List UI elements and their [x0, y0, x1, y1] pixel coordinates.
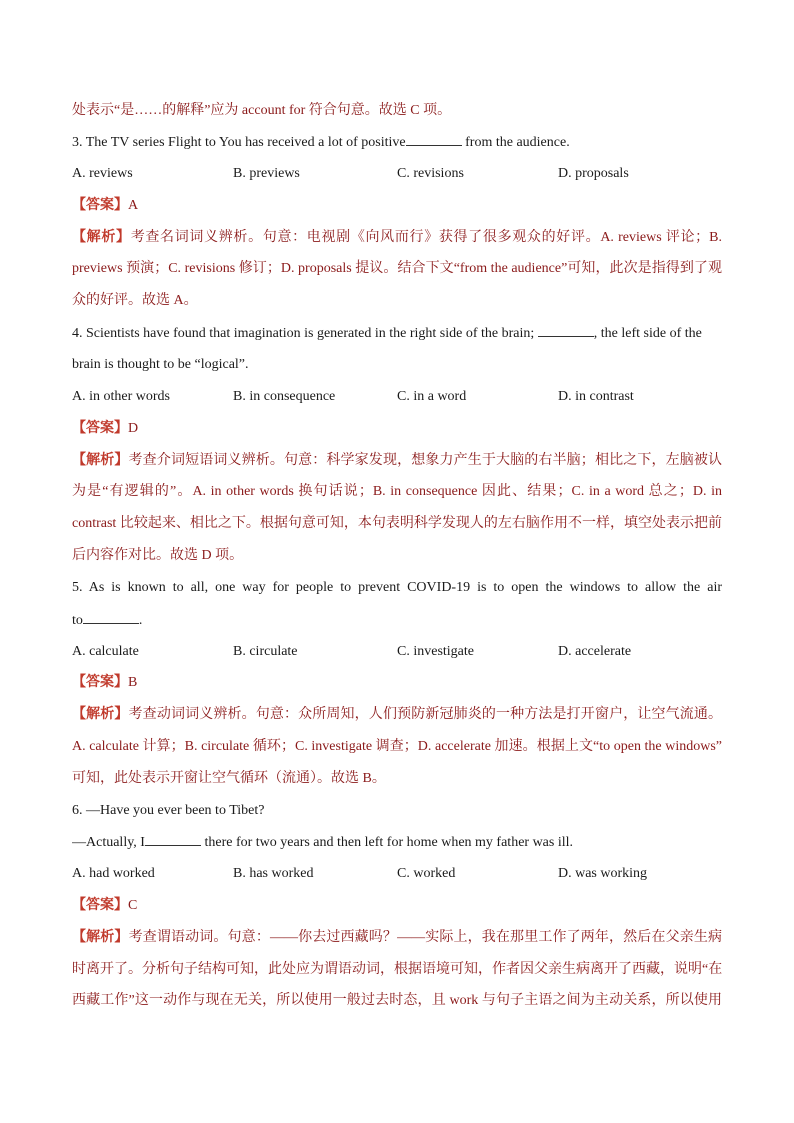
q5-stem-line-1: 5. As is known to all, one way for people to prevent COVID-19 is to open the windows to allow the air — [72, 580, 722, 595]
q3-analysis-text-1: 考查名词词义辨析。句意：电视剧《向风而行》获得了很多观众的好评。A. reviews 评论；B. — [130, 230, 722, 245]
q6-analysis-line-2: 时离开了。分析句子结构可知，此处应为谓语动词，根据语境可知，作者因父亲生病离开了西藏，说明“在 — [72, 962, 722, 977]
q5-option-b: B. circulate — [233, 644, 298, 659]
q5-analysis-label: 【解析】 — [72, 707, 129, 722]
q3-answer-label: 【答案】 — [72, 198, 128, 213]
q5-analysis-line-3: 可知，此处表示开窗让空气循环（流通）。故选 B。 — [72, 771, 386, 786]
q5-answer-value: B — [128, 675, 138, 690]
q4-analysis-line-4: 后内容作对比。故选 D 项。 — [72, 548, 244, 563]
q5-answer — [72, 672, 722, 694]
q6-analysis-label: 【解析】 — [72, 930, 129, 945]
q3-option-c: C. revisions — [397, 166, 464, 181]
q5-options — [72, 641, 722, 663]
q4-answer-value: D — [128, 421, 139, 436]
q5-analysis-line-2: A. calculate 计算；B. circulate 循环；C. investigate 调查；D. accelerate 加速。根据上文“to open the windows” — [72, 739, 722, 754]
q6-blank — [145, 831, 201, 846]
q5-blank — [83, 609, 139, 624]
q3-option-b: B. previews — [233, 166, 300, 181]
q4-stem-text-b: , the left side of the — [593, 326, 702, 341]
q5-stem-text-a: to — [72, 613, 83, 628]
q6-option-b: B. has worked — [233, 866, 314, 881]
q6-analysis-line-3: 西藏工作”这一动作与现在无关，所以使用一般过去时态，且 work 与句子主语之间为主动关系，所以使用 — [72, 993, 722, 1008]
q5-analysis-text-1: 考查动词词义辨析。句意：众所周知，人们预防新冠肺炎的一种方法是打开窗户，让空气流通。 — [128, 707, 722, 722]
q6-answer-value: C — [128, 898, 138, 913]
q4-analysis-line-3: contrast 比较起来、相比之下。根据句意可知，本句表明科学发现人的左右脑作用不一样，填空处表示把前 — [72, 516, 722, 531]
q6-analysis-line-1 — [72, 927, 722, 949]
q6-stem-line-2 — [72, 831, 722, 853]
q4-analysis-line-2: 为是“有逻辑的”。A. in other words 换句话说；B. in consequence 因此、结果；C. in a word 总之；D. in — [72, 484, 722, 499]
q4-analysis-text-1: 考查介词短语词义辨析。句意：科学家发现，想象力产生于大脑的右半脑；相比之下，左脑被认 — [128, 453, 722, 468]
q4-option-b: B. in consequence — [233, 389, 336, 404]
q3-analysis-line-3: 众的好评。故选 A。 — [72, 293, 198, 308]
q4-option-a: A. in other words — [72, 389, 170, 404]
q5-option-c: C. investigate — [397, 644, 474, 659]
q6-analysis-text-1: 考查谓语动词。句意：——你去过西藏吗？——实际上，我在那里工作了两年，然后在父亲生病 — [128, 930, 722, 945]
q3-analysis-label: 【解析】 — [72, 230, 131, 245]
q3-blank — [406, 131, 462, 146]
q4-blank — [538, 322, 594, 337]
q5-analysis-line-1 — [72, 704, 722, 726]
q6-option-c: C. worked — [397, 866, 456, 881]
q3-option-a: A. reviews — [72, 166, 133, 181]
q5-stem-line-2 — [72, 609, 722, 631]
q6-answer — [72, 895, 722, 917]
q6-option-d: D. was working — [558, 866, 648, 881]
q6-option-a: A. had worked — [72, 866, 155, 881]
q3-stem-text-b: from the audience. — [461, 135, 570, 150]
q3-stem — [72, 131, 722, 153]
q3-options — [72, 163, 722, 185]
q6-options — [72, 863, 722, 885]
q3-analysis-line-2: previews 预演；C. revisions 修订；D. proposals 提议。结合下文“from the audience”可知，此次是指得到了观 — [72, 261, 722, 276]
q6-stem-line-1: 6. —Have you ever been to Tibet? — [72, 803, 265, 818]
q4-analysis-line-1 — [72, 450, 722, 472]
q4-stem-text-a: 4. Scientists have found that imagination is generated in the right side of the brain; — [72, 326, 535, 341]
q3-option-d: D. proposals — [558, 166, 629, 181]
q4-answer-label: 【答案】 — [72, 421, 128, 436]
q4-options — [72, 386, 722, 408]
q4-stem-line-1 — [72, 322, 722, 344]
q4-stem-line-2: brain is thought to be “logical”. — [72, 357, 249, 372]
q5-stem-text-b: . — [138, 613, 143, 628]
q6-stem-text-b: there for two years and then left for home when my father was ill. — [200, 835, 574, 850]
q3-answer-value: A — [128, 198, 139, 213]
q3-stem-text-a: 3. The TV series Flight to You has received a lot of positive — [72, 135, 406, 150]
q4-answer — [72, 418, 722, 440]
q3-analysis-line-1 — [72, 227, 722, 249]
q5-option-a: A. calculate — [72, 644, 139, 659]
q4-option-c: C. in a word — [397, 389, 467, 404]
q4-option-d: D. in contrast — [558, 389, 634, 404]
q5-option-d: D. accelerate — [558, 644, 632, 659]
q6-stem-text-a: —Actually, I — [72, 835, 145, 850]
q3-answer — [72, 195, 722, 217]
q5-answer-label: 【答案】 — [72, 675, 128, 690]
q6-answer-label: 【答案】 — [72, 898, 128, 913]
q2-analysis-tail: 处表示“是……的解释”应为 account for 符合句意。故选 C 项。 — [72, 103, 452, 118]
q4-analysis-label: 【解析】 — [72, 453, 129, 468]
